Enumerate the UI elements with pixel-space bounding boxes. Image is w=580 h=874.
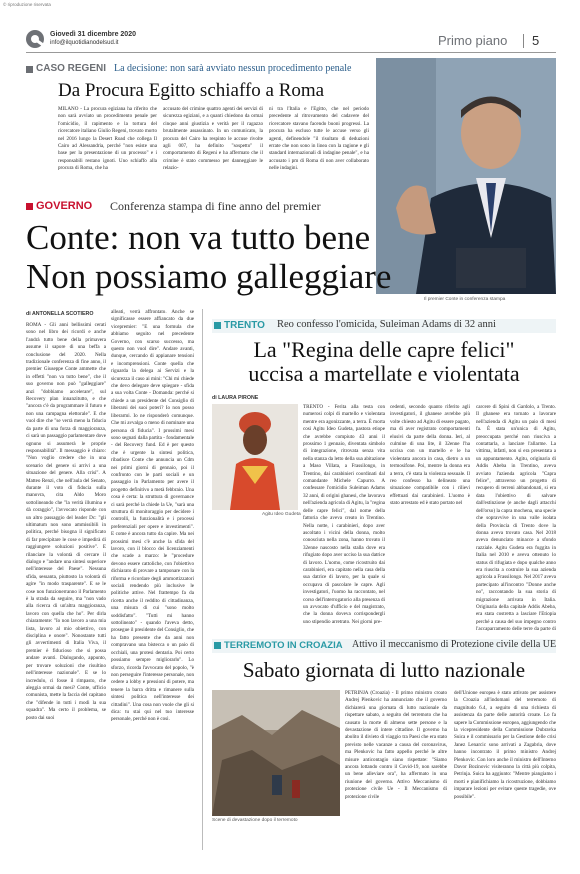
trento-photo-caption: Agitu Ideo Gudeta [262, 512, 301, 517]
conte-photo-caption: Il premier Conte in conferenza stampa [424, 297, 506, 302]
conte-portrait-image [376, 58, 556, 294]
croazia-kicker: TERREMOTO IN CROAZIA [224, 640, 343, 651]
trento-subhead: Reo confesso l'omicida, Suleiman Adams di 32 anni [277, 319, 496, 330]
trento-column-1: TRENTO - Ferita alla testa con numerosi colpi di martello e violentata mentre era agonizzante, a terra. È morta così Agitu Ideo Gudeta, pastora etiope che avrebbe compiuto 43 anni il prossimo 1 gennaio, diventata simbolo di integrazione, ritrovata senza vita nella stanza da letto della sua abitazione a Maso Villata, a Frassilongo, in Trentino, dai carabinieri coordinati dal comandante Michele Capurro. A confessare l'omicidio Suleiman Adams 32 anni, di origini ghanesi, che lavorava nell'azienda agricola di Agitu, la "regina delle capre felici", dal nome della fattoria che aveva creato in Trentino. Nella notte, i carabinieri, dopo aver ascoltato i vicini della donna, molto conosciuta nella zona, hanno trovato il 32enne nascosto nella stalla dove era rifugiato dopo aver ucciso la sua datrice di lavoro. L'uomo, come ricostruito dai carabinieri, era capitato nella casa della sua datrice di lavoro, per la quale si occupava di pascolare le capre. Agli investigatori, l'uomo ha raccontato, nel corso dell'interrogatorio alla presenza di un avvocato d'ufficio e del magistrato, che la donna doveva corrispondergli uno stipendio arretrato. Nei giorni pre- [303, 404, 385, 625]
trento-headline-2: uccisa a martellate e violentata [248, 361, 520, 386]
conte-kicker-row [26, 199, 371, 215]
croazia-headline: Sabato giornata di lutto nazionale [242, 658, 526, 682]
regeni-headline: Da Procura Egitto schiaffo a Roma [58, 80, 325, 101]
regeni-subhead: La decisione: non sarà avviato nessun procedimento penale [114, 63, 352, 74]
kicker-square-icon [26, 66, 33, 73]
kicker-square-icon [26, 203, 33, 210]
croazia-subhead: Attivo il meccanismo di Protezione civile della UE [352, 639, 557, 650]
kicker-square-icon [214, 322, 221, 329]
masthead-rule [26, 52, 556, 53]
section-name: Primo piano [438, 33, 508, 48]
kicker-square-icon [214, 642, 221, 649]
conte-headline-1: Conte: non va tutto bene [26, 218, 371, 257]
conte-kicker: GOVERNO [36, 200, 93, 212]
trento-column-2: cedenti, secondo quanto riferito agli investigatori, il ghanese avrebbe più volte chiesto ad Agitu di essere pagato, ma di aver registrato comportamenti elusivi da parte della donna. Ieri, al culmine di una lite, il 32enne l'ha uccisa con un martello e le ha violentata ancora in casa, dietro a un termosifone. Poi, mentre la donna era a terra, c'è stata la violenza sessuale. Il reo confesso ha delineato una situazione compatibile con i rilievi effettuati dai carabinieri. L'uomo è stato arrestato ed è stato portato nel [390, 404, 470, 507]
trento-headline-1: La "Regina delle capre felici" [253, 337, 515, 362]
earthquake-scene-image [212, 690, 340, 816]
regeni-column-3: ni tra l'Italia e l'Egitto, che nel periodo precedente al ritrovamento del cadavere del ricercatore stavano facendo buoni progressi. La procura ha escluso tutte le accuse verso gli agenti, definendole "il risultato di deduzioni errate che non sono in linea con la ragione e gli standard internazionali di indagine penale", e ha accusato i pm di Roma di non aver collaborato nelle indagini. [269, 106, 369, 172]
regeni-kicker: CASO REGENI [36, 63, 107, 74]
trento-photo [212, 404, 298, 510]
page-number: 5 [532, 33, 540, 48]
conte-subhead: Conferenza stampa di fine anno del premier [110, 199, 321, 213]
trento-column-3: carcere di Spini di Gardolo, a Trento. Il ghanese era tornato a lavorare nell'azienda di Agitu un paio di mesi fa. È stata un'unica di Agitu, preoccupata perché non riusciva a contattarla, a lanciare l'allarme. La vittima, infatti, non si era presentata a un appuntamento. Agitu, originaria di Addis Abeba in Trentino, aveva avviato l'azienda agricola "Capra felice", attraverso un progetto di recupero di terreni abbandonati, si era data l'obiettivo di salvare dall'estinzione (e anche dagli attacchi dell'orso) la capra mochena, una specie che sopravvive in una valle isolata della Provincia di Trento dove la donna aveva trovato casa. Nel 2018 aveva denunciato minacce a sfondo razziale. Agitu Gudeta era fuggita in Italia nel 2010 e aveva ottenuto lo status di rifugiata e dopo qualche anno era riuscita a costruire la sua azienda agricola a Frassilongo. Nel 2017 aveva partecipato all'incontro "Donne anche no", raccontando la sua storia di migrazione arrivata in Italia. Originaria della capitale Addis Abeba, era stata costretta a lasciare l'Etiopia perché a causa del suo impegno contro l'accaparramento delle terre da parte di [476, 404, 556, 633]
conte-column-2: alleati, verrà affrontato. Anche se significasse essere affiancato da due vicepremier: "E una formula che abbiamo seguito nel precedente Governo, con scarso successo, ma questo non vuol dire". Andare avanti, dunque, cercando di appianare tensioni e incomprensioni. Conte quella che riguarda la delega ai Servizi e la sicurezza il caso ai mini: "Chi mi chiede che devo delegare deve spiegare - sfida a sua volta Conte - Domanda: perché si chiede a un presidente del Consiglio di liberarsi dei suoi poteri? Io non posso liberarmi. Io ne risponderò comunque. Che mi avvalga o meno di nominare una persona di fiducia". I prossimi mesi sono segnati dalla partita - fondamentale - del Recovery fund. Ed è per questo che è urgente la sintesi politica, ribadisce Conte che annuncia un Cdm nei primi giorni di gennaio, poi il confronto con le parti sociali e un passaggio in Parlamento per avere il progetto definitivo a metà febbraio. Una cosa è certa: la struttura di governance ci sarà perché la chiede la Ue, "sarà una struttura di monitoraggio per decidere i controlli, la funzionalità e i processi preferenziali per opere e investimenti". E come è ancora tutto da capire. Ma nei prossimi mesi c'è anche la sfida del lavoro, con il blocco dei licenziamenti che scade a marzo: le "procedure devono essere cattoliche, con l'obiettivo dichiarato di provare a tamponare con la riforma e ricordare degli ammortizzatori sociali rendendo più inclusive le politiche attive. Nel frattempo fa da ricetta anche il reddito di cittadinanza, una misura di cui "sono molto soddisfatto". "Tutti mi hanno sottolineato" - quando l'aveva detto, prosegue il presidente del Consiglio, che ha fatto presente che da anni non compravano una bistecca o un paio di occhiali, una protesi dentaria. Poi certo possiamo sempre migliorarlo". Lo sforzo, ricorda l'avvocato del popolo, "è non perseguire l'interesse personale, non cedere a lobby e pressioni di potere, ma tenere la barra dritta e rimanere sulla sintesi politica nell'interesse dei cittadini". Una cosa non vuole che gli si dica: tu stai qui nel tuo interesse personale, perché non è così. [111, 309, 194, 723]
copyright-note: © riproduzione riservata [3, 2, 51, 7]
conte-photo [376, 58, 556, 294]
trento-kicker-row [212, 319, 556, 333]
logo-icon [26, 30, 44, 48]
croazia-kicker-row [212, 639, 556, 653]
trento-column-1-continued [212, 520, 298, 632]
croazia-photo-caption: Scene di devastazione dopo il terremoto [212, 818, 298, 823]
conte-column-1: ROMA - Gli anni bellissimi cerati sono nel libro dei ricordi e anche l'andrà tutto bene della primavera assume il sapore di una beffa a conclusione del 2020. Nella tradizionale conferenza di fine anno, il premier Giuseppe Conte ammette che in effetti "non va tutto bene", che il suo governo non può "galleggiare" anzi "dobbiamo accelerare", sul Recovery plan innanzitutto, e che "ancora c'è da programmare il futuro e non una campagna elettorale". E che vuol dire che "se verrà meno la fiducia da parte di una forza di maggioranza, ci sarà un passaggio parlamentare dove ognuno si assumerà le proprie responsabilità". Il messaggio è chiaro: "Non voglio credere che in una scenario del genere si arrivi a una situazione del genere. Alla crisi". A Matteo Renzi, che nell'aula del Senato, durante il voto di fiducia sulla manovra, cita Aldo Moro sottolineando che "la verità illumina e dà coraggio", l'avvocato risponde con un altro passaggio del leader Dc: "gli ultimatum non sono ammissibili in politica, perché bisogna il significato di far precipitare le cose e impedirà di raggiungere soluzioni positive". E rilanciare la volontà di cercare il dialogo e "andare una sintesi superiore nell'interesse del Paese". Nessuna sfida, sessanta, piuttosto la volontà di agire "in modo trasparente". E se le cose non funzionerranno il Parlamento è la strada da seguire, ma "non vado alla ricerca di un'altra maggioranza, lavoro con quella che ho". Per dirla chiaramente: "Io non lavoro a una mia lista, lavoro al mio obiettivo, con disciplina e onore". Nonostante tutti gli avvertimenti di Italia Viva, il premier è fiducioso che si possa andare avanti. Dialogando, appunto, per trovare soluzioni che risultino nell'interesse nazionale". E se lo incredulo, ci fosse il rimpasto, che aleggia ormai da mesi? Conte, ufficio comunista, mette la faccia del capitano che "difende in tutti i modi la sua squadra". Ma certo il problema, se posto dai suoi [26, 322, 106, 721]
conte-byline: di ANTONELLA SCOTIERO [26, 311, 94, 317]
regeni-kicker-row [26, 63, 352, 77]
regeni-column-1: MILANO - La procura egiziana ha riferito che non sarà avviato un procedimento penale per l'omicidio, il rapimento e la tortura del ricercatore italiano Giulio Regeni, trovato morto nel 2016 lungo la Desert Road che collega Il Cairo ad Alessandria, perché "non esiste una base per la presentazione di un processo" e i responsabili restano ignoti. Uno schiaffo alla procura di Roma, che ha [58, 106, 157, 172]
croazia-column-1: PETRINJA (Croazia) - Il primo ministro croato Andrej Plenkovic ha annunciato che il governo dichiarerà una giornata di lutto nazionale da rispettare sabato, a seguito del terremoto che ha causato la morte di almeno sette persone e la devastazione di intere cittadine. Il governo ha abolito il divieto di viaggio tra Paesi che era stato previsto nelle vacanze a causa del coronavirus, ma Plenkovic ha fatto appello perché le altre misure anticontagio siano rispettate: "Siamo ancora lottando contro il Covid-19, non sarebbe un bene alleviare ora", ha affermato in una riunione del governo. Attivo Meccanismo di protezione civile Ue - Il Meccanismo di protezione civile [345, 690, 447, 800]
conte-headline-2: Non possiamo galleggiare [26, 257, 392, 296]
masthead-divider [523, 34, 524, 48]
agitu-portrait-image [212, 404, 298, 510]
croazia-photo [212, 690, 340, 816]
contact-email: info@ilquotidianodelsud.it [50, 40, 119, 46]
trento-byline: di LAURA PIRONE [212, 395, 259, 401]
issue-date: Giovedì 31 dicembre 2020 [50, 31, 136, 38]
regeni-column-2: accusato del crimine quattro agenti dei servizi di sicurezza egiziani, e a quanti chiedono da ormai cinque anni giustizia e verità per il ragazzo brutalmente assassinato. In un comunicato, la procura del Cairo ha respinto le accuse rivolte agli 007, ha definito "sospetto" il comportamento di Regeni e ha affermato che il crimine è stato commesso per danneggiare le relazio- [163, 106, 263, 172]
column-divider [202, 309, 203, 850]
croazia-column-2: dell'Unione europea è stato attivato per assistere la Croazia all'indomani del terremoto di magnitudo 6.4, a seguito di una richiesta di assistenza da parte delle autorità croate. Lo fa sapere la Commissione europea, aggiungendo che la vicepresidente della Commissione Dubravka Suica e il commissario per la Gestione delle crisi Janez Lenarcic sono arrivati a Zagabria, dove hanno incontrato il primo ministro Andrej Plenkovic. Con loro anche il ministro dell'Interno Davor Bozinovic visiteranno la città più colpita, Petrinja. Suica ha aggiunto: "Mentre piangiamo i morti e pianifichiamo la ricostruzione, dobbiamo imparare lezioni per evitare queste tragedie, ove possibile". [454, 690, 556, 800]
trento-kicker: TRENTO [224, 320, 265, 331]
